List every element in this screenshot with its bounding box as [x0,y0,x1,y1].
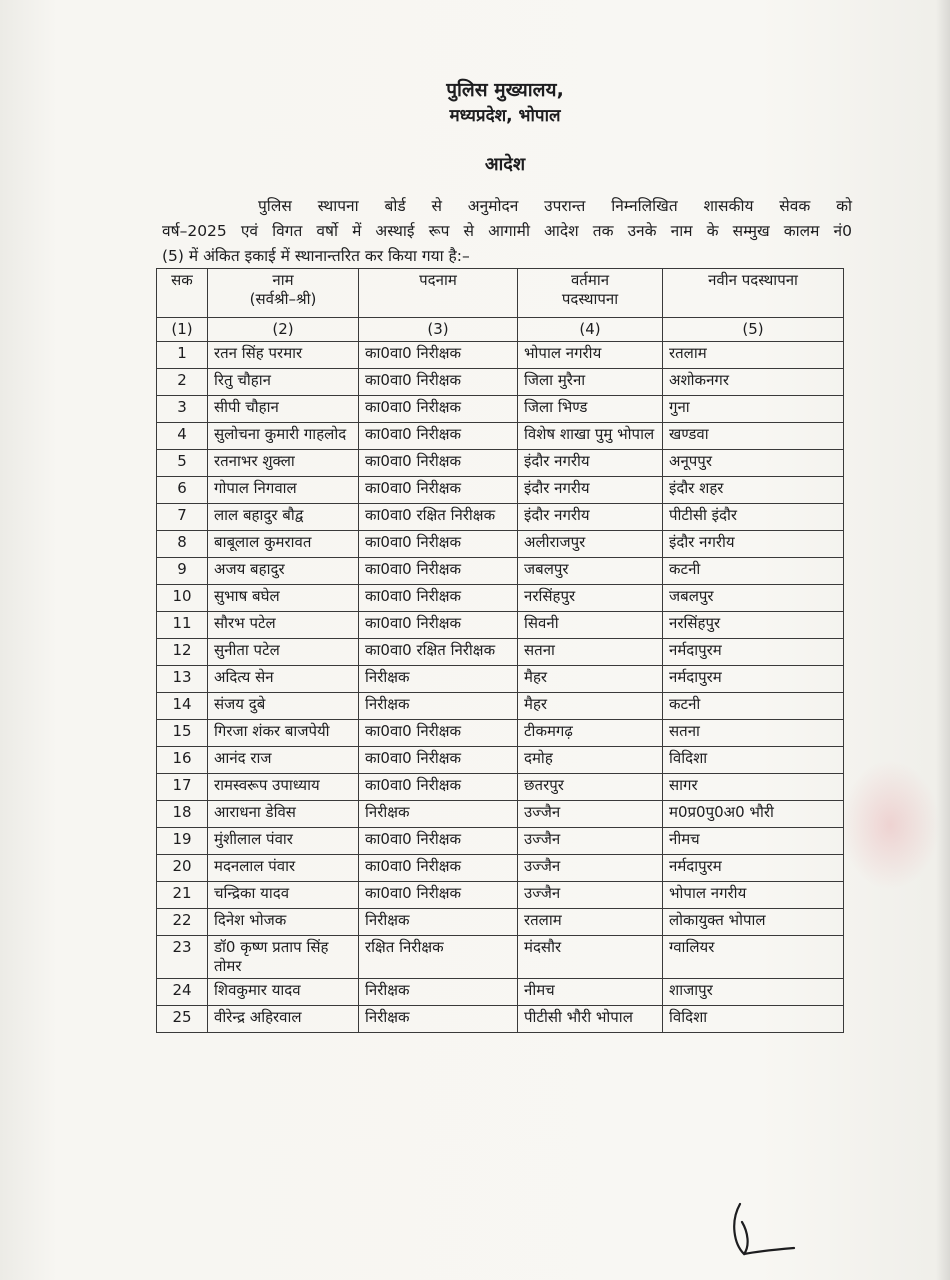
name-cell: सौरभ पटेल [208,612,359,639]
header-new-posting: नवीन पदस्थापना [663,269,844,318]
name-cell: वीरेन्द्र अहिरवाल [208,1006,359,1033]
new-posting-cell: रतलाम [663,342,844,369]
new-posting-cell: नर्मदापुरम [663,855,844,882]
serial-cell: 11 [157,612,208,639]
designation-cell: का0वा0 निरीक्षक [359,531,518,558]
current-posting-cell: जबलपुर [518,558,663,585]
column-number-row [157,318,844,342]
current-posting-cell: इंदौर नगरीय [518,504,663,531]
col-number: (3) [359,318,518,342]
table-row [157,909,844,936]
designation-cell: का0वा0 रक्षित निरीक्षक [359,504,518,531]
serial-cell: 18 [157,801,208,828]
table-row [157,774,844,801]
table-row [157,504,844,531]
new-posting-cell: भोपाल नगरीय [663,882,844,909]
table-row [157,855,844,882]
order-intro-paragraph [162,194,852,269]
name-cell: बाबूलाल कुमरावत [208,531,359,558]
name-cell: लाल बहादुर बौद्व [208,504,359,531]
table-header-row [157,269,844,318]
serial-cell: 9 [157,558,208,585]
table-row [157,423,844,450]
serial-cell: 7 [157,504,208,531]
serial-cell: 12 [157,639,208,666]
designation-cell: निरीक्षक [359,1006,518,1033]
table-row [157,693,844,720]
header-serial: सक [157,269,208,318]
serial-cell: 23 [157,936,208,979]
name-cell: सुनीता पटेल [208,639,359,666]
serial-cell: 10 [157,585,208,612]
header-current-line2: पदस्थापना [561,290,619,308]
new-posting-cell: ग्वालियर [663,936,844,979]
new-posting-cell: इंदौर नगरीय [663,531,844,558]
serial-cell: 2 [157,369,208,396]
serial-cell: 5 [157,450,208,477]
current-posting-cell: विशेष शाखा पुमु भोपाल [518,423,663,450]
designation-cell: का0वा0 निरीक्षक [359,882,518,909]
current-posting-cell: छतरपुर [518,774,663,801]
new-posting-cell: जबलपुर [663,585,844,612]
table-row [157,936,844,979]
serial-cell: 3 [157,396,208,423]
new-posting-cell: इंदौर शहर [663,477,844,504]
current-posting-cell: जिला भिण्ड [518,396,663,423]
signature [720,1192,800,1262]
name-cell: संजय दुबे [208,693,359,720]
table-row [157,342,844,369]
table-row [157,531,844,558]
new-posting-cell: कटनी [663,558,844,585]
order-title: आदेश [484,154,526,175]
header-name-line1: नाम [272,271,294,289]
name-cell: डॉ0 कृष्ण प्रताप सिंह तोमर [208,936,359,979]
name-cell: रतनाभर शुक्ला [208,450,359,477]
current-posting-cell: सतना [518,639,663,666]
designation-cell: का0वा0 रक्षित निरीक्षक [359,639,518,666]
header-current-posting [518,269,663,318]
name-cell: रतन सिंह परमार [208,342,359,369]
table-row [157,666,844,693]
new-posting-cell: खण्डवा [663,423,844,450]
intro-line-2: वर्ष–2025 एवं विगत वर्षो में अस्थाई रूप से आगामी आदेश तक उनके नाम के सम्मुख कालम नं0 [162,222,852,240]
table-row [157,979,844,1006]
serial-cell: 1 [157,342,208,369]
table-row [157,450,844,477]
current-posting-cell: उज्जैन [518,828,663,855]
page-edge-shadow [936,0,950,1280]
designation-cell: का0वा0 निरीक्षक [359,720,518,747]
serial-cell: 15 [157,720,208,747]
designation-cell: का0वा0 निरीक्षक [359,423,518,450]
new-posting-cell: अशोकनगर [663,369,844,396]
name-cell: सुभाष बघेल [208,585,359,612]
serial-cell: 22 [157,909,208,936]
new-posting-cell: लोकायुक्त भोपाल [663,909,844,936]
table-row [157,801,844,828]
designation-cell: का0वा0 निरीक्षक [359,369,518,396]
header-current-line1: वर्तमान [570,271,610,289]
current-posting-cell: मैहर [518,666,663,693]
serial-cell: 21 [157,882,208,909]
name-cell: आनंद राज [208,747,359,774]
new-posting-cell: सतना [663,720,844,747]
current-posting-cell: मंदसौर [518,936,663,979]
designation-cell: का0वा0 निरीक्षक [359,612,518,639]
name-cell: अजय बहादुर [208,558,359,585]
name-cell: अदित्य सेन [208,666,359,693]
serial-cell: 16 [157,747,208,774]
current-posting-cell: मैहर [518,693,663,720]
serial-cell: 4 [157,423,208,450]
designation-cell: का0वा0 निरीक्षक [359,585,518,612]
new-posting-cell: शाजापुर [663,979,844,1006]
designation-cell: का0वा0 निरीक्षक [359,396,518,423]
table-row [157,828,844,855]
name-cell: सीपी चौहान [208,396,359,423]
table-row [157,558,844,585]
header-name [208,269,359,318]
current-posting-cell: सिवनी [518,612,663,639]
designation-cell: निरीक्षक [359,666,518,693]
current-posting-cell: अलीराजपुर [518,531,663,558]
new-posting-cell: नर्मदापुरम [663,639,844,666]
table-row [157,369,844,396]
serial-cell: 6 [157,477,208,504]
designation-cell: का0वा0 निरीक्षक [359,477,518,504]
new-posting-cell: विदिशा [663,1006,844,1033]
new-posting-cell: गुना [663,396,844,423]
designation-cell: निरीक्षक [359,979,518,1006]
name-cell: शिवकुमार यादव [208,979,359,1006]
designation-cell: का0वा0 निरीक्षक [359,855,518,882]
col-number: (5) [663,318,844,342]
current-posting-cell: उज्जैन [518,882,663,909]
header-designation: पदनाम [359,269,518,318]
current-posting-cell: पीटीसी भौरी भोपाल [518,1006,663,1033]
current-posting-cell: नरसिंहपुर [518,585,663,612]
new-posting-cell: म0प्र0पु0अ0 भौरी [663,801,844,828]
new-posting-cell: पीटीसी इंदौर [663,504,844,531]
designation-cell: का0वा0 निरीक्षक [359,558,518,585]
table-row [157,1006,844,1033]
paper-stain [840,760,940,890]
current-posting-cell: भोपाल नगरीय [518,342,663,369]
name-cell: मदनलाल पंवार [208,855,359,882]
table-row [157,396,844,423]
name-cell: गोपाल निगवाल [208,477,359,504]
new-posting-cell: नर्मदापुरम [663,666,844,693]
new-posting-cell: सागर [663,774,844,801]
new-posting-cell: नरसिंहपुर [663,612,844,639]
current-posting-cell: उज्जैन [518,801,663,828]
table-row [157,882,844,909]
designation-cell: निरीक्षक [359,801,518,828]
serial-cell: 20 [157,855,208,882]
current-posting-cell: जिला मुरैना [518,369,663,396]
designation-cell: का0वा0 निरीक्षक [359,450,518,477]
serial-cell: 19 [157,828,208,855]
current-posting-cell: दमोह [518,747,663,774]
serial-cell: 17 [157,774,208,801]
col-number: (2) [208,318,359,342]
office-name: पुलिस मुख्यालय, [446,79,564,101]
designation-cell: का0वा0 निरीक्षक [359,342,518,369]
new-posting-cell: विदिशा [663,747,844,774]
name-cell: सुलोचना कुमारी गाहलोद [208,423,359,450]
name-cell: दिनेश भोजक [208,909,359,936]
serial-cell: 8 [157,531,208,558]
current-posting-cell: रतलाम [518,909,663,936]
designation-cell: रक्षित निरीक्षक [359,936,518,979]
new-posting-cell: कटनी [663,693,844,720]
table-row [157,639,844,666]
name-cell: रामस्वरूप उपाध्याय [208,774,359,801]
col-number: (1) [157,318,208,342]
table-row [157,747,844,774]
name-cell: गिरजा शंकर बाजपेयी [208,720,359,747]
table-row [157,612,844,639]
intro-line-1: पुलिस स्थापना बोर्ड से अनुमोदन उपरान्त निम्नलिखित शासकीय सेवक को [258,197,852,215]
transfer-table [156,268,844,1033]
table-row [157,477,844,504]
designation-cell: का0वा0 निरीक्षक [359,747,518,774]
designation-cell: का0वा0 निरीक्षक [359,774,518,801]
name-cell: मुंशीलाल पंवार [208,828,359,855]
designation-cell: निरीक्षक [359,693,518,720]
name-cell: रितु चौहान [208,369,359,396]
name-cell: चन्द्रिका यादव [208,882,359,909]
name-cell: आराधना डेविस [208,801,359,828]
table-row [157,720,844,747]
office-location: मध्यप्रदेश, भोपाल [449,106,561,126]
serial-cell: 24 [157,979,208,1006]
current-posting-cell: टीकमगढ़ [518,720,663,747]
header-name-line2: (सर्वश्री–श्री) [249,290,317,308]
current-posting-cell: इंदौर नगरीय [518,450,663,477]
current-posting-cell: उज्जैन [518,855,663,882]
col-number: (4) [518,318,663,342]
current-posting-cell: इंदौर नगरीय [518,477,663,504]
table-row [157,585,844,612]
new-posting-cell: नीमच [663,828,844,855]
serial-cell: 14 [157,693,208,720]
designation-cell: का0वा0 निरीक्षक [359,828,518,855]
serial-cell: 13 [157,666,208,693]
intro-line-3: (5) में अंकित इकाई में स्थानान्तरित कर किया गया है:– [162,247,470,265]
new-posting-cell: अनूपपुर [663,450,844,477]
serial-cell: 25 [157,1006,208,1033]
current-posting-cell: नीमच [518,979,663,1006]
designation-cell: निरीक्षक [359,909,518,936]
